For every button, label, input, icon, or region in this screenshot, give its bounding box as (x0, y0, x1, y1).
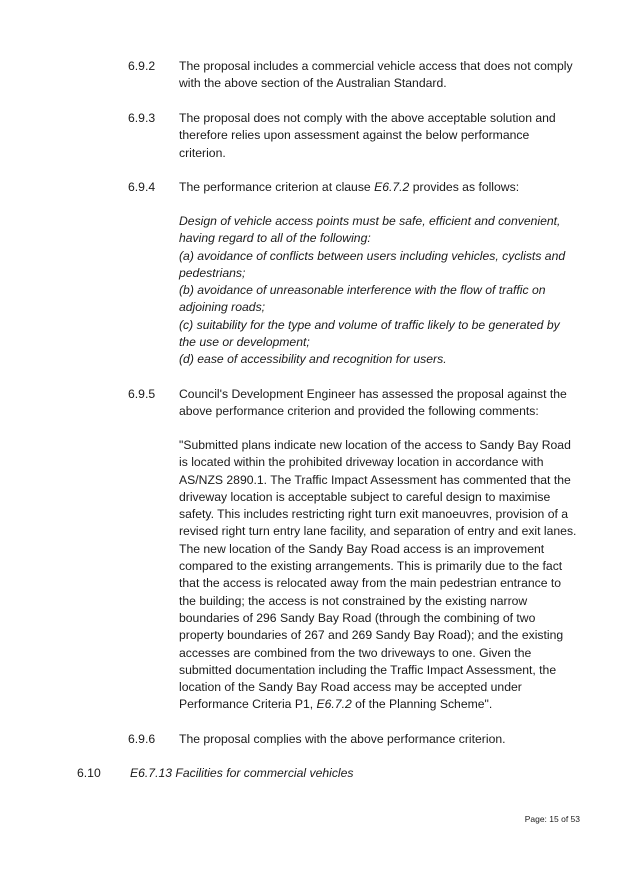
quote-line: the building; the access is not constrained by the existing narrow (179, 593, 528, 608)
text-segment: of the Planning Scheme". (351, 697, 493, 712)
section-heading: E6.7.13 Facilities for commercial vehicles (130, 766, 354, 780)
paragraph-line: Council's Development Engineer has assessed the proposal against the (179, 387, 567, 401)
clause-reference: E6.7.2 (316, 697, 352, 712)
paragraph-line: The proposal does not comply with the above acceptable solution and (179, 111, 556, 125)
quote-line: accesses are combined from the two driveways to one. Given the (179, 645, 532, 660)
criterion-line: (c) suitability for the type and volume of traffic likely to be generated by (179, 317, 560, 332)
quote-line: revised right turn entry lane facility, and separation of entry and exit lanes. (179, 524, 577, 539)
criterion-line: pedestrians; (179, 265, 246, 280)
quote-line: safety. This includes restricting right turn exit manoeuvres, provision of a (179, 507, 569, 522)
paragraph-number: 6.9.6 (128, 732, 156, 746)
paragraph-number: 6.9.5 (128, 387, 156, 401)
engineer-comment-quote (179, 437, 589, 714)
section-number: 6.10 (77, 766, 101, 780)
text-segment: The performance criterion at clause (179, 180, 375, 194)
quote-line: is located within the prohibited driveway location in accordance with (179, 455, 544, 470)
quote-line: boundaries of 296 Sandy Bay Road (through the combining of two (179, 610, 536, 625)
paragraph-number: 6.9.2 (128, 59, 156, 73)
quote-line: submitted documentation including the Traffic Impact Assessment, the (179, 662, 557, 677)
criterion-line: (b) avoidance of unreasonable interference with the flow of traffic on (179, 283, 546, 298)
criterion-line: adjoining roads; (179, 300, 266, 315)
paragraph-line: The proposal includes a commercial vehicle access that does not comply (179, 59, 573, 73)
criterion-line: (a) avoidance of conflicts between users including vehicles, cyclists and (179, 248, 566, 263)
paragraph-line: above performance criterion and provided the following comments: (179, 404, 539, 419)
criterion-line: (d) ease of accessibility and recognition for users. (179, 352, 447, 367)
quote-line: AS/NZS 2890.1. The Traffic Impact Assessment has commented that the (179, 472, 571, 487)
criterion-line: Design of vehicle access points must be safe, efficient and convenient, (179, 214, 561, 228)
paragraph-line (179, 179, 589, 196)
text-segment: provides as follows: (409, 180, 520, 194)
criterion-line: having regard to all of the following: (179, 231, 371, 246)
quote-line: compared to the existing arrangements. This is primarily due to the fact (179, 559, 563, 574)
quote-line: "Submitted plans indicate new location of the access to Sandy Bay Road (179, 438, 571, 452)
quote-line: location of the Sandy Bay Road access may be accepted under (179, 680, 522, 695)
quote-line (179, 696, 589, 713)
paragraph-6-9-2 (179, 58, 589, 93)
text-segment: Performance Criteria P1, (179, 697, 317, 712)
performance-criterion-quote (179, 213, 589, 369)
paragraph-6-9-3 (179, 110, 589, 162)
quote-line: The new location of the Sandy Bay Road access is an improvement (179, 541, 545, 556)
criterion-line: the use or development; (179, 335, 310, 350)
paragraph-line: therefore relies upon assessment against the below performance (179, 128, 530, 143)
paragraph-number: 6.9.4 (128, 180, 156, 194)
paragraph-6-9-5 (179, 386, 589, 421)
page-number: Page: 15 of 53 (524, 814, 580, 824)
quote-line: that the access is relocated away from the main pedestrian entrance to (179, 576, 562, 591)
paragraph-6-9-6 (179, 731, 589, 748)
paragraph-number: 6.9.3 (128, 111, 156, 125)
paragraph-6-9-4 (179, 179, 589, 196)
clause-reference: E6.7.2 (374, 180, 410, 194)
paragraph-line: criterion. (179, 145, 226, 160)
quote-line: property boundaries of 267 and 269 Sandy Bay Road); and the existing (179, 628, 564, 643)
paragraph-line: with the above section of the Australian Standard. (179, 76, 447, 91)
paragraph-line: The proposal complies with the above performance criterion. (179, 732, 506, 746)
quote-line: driveway location is acceptable subject to careful design to maximise (179, 489, 551, 504)
